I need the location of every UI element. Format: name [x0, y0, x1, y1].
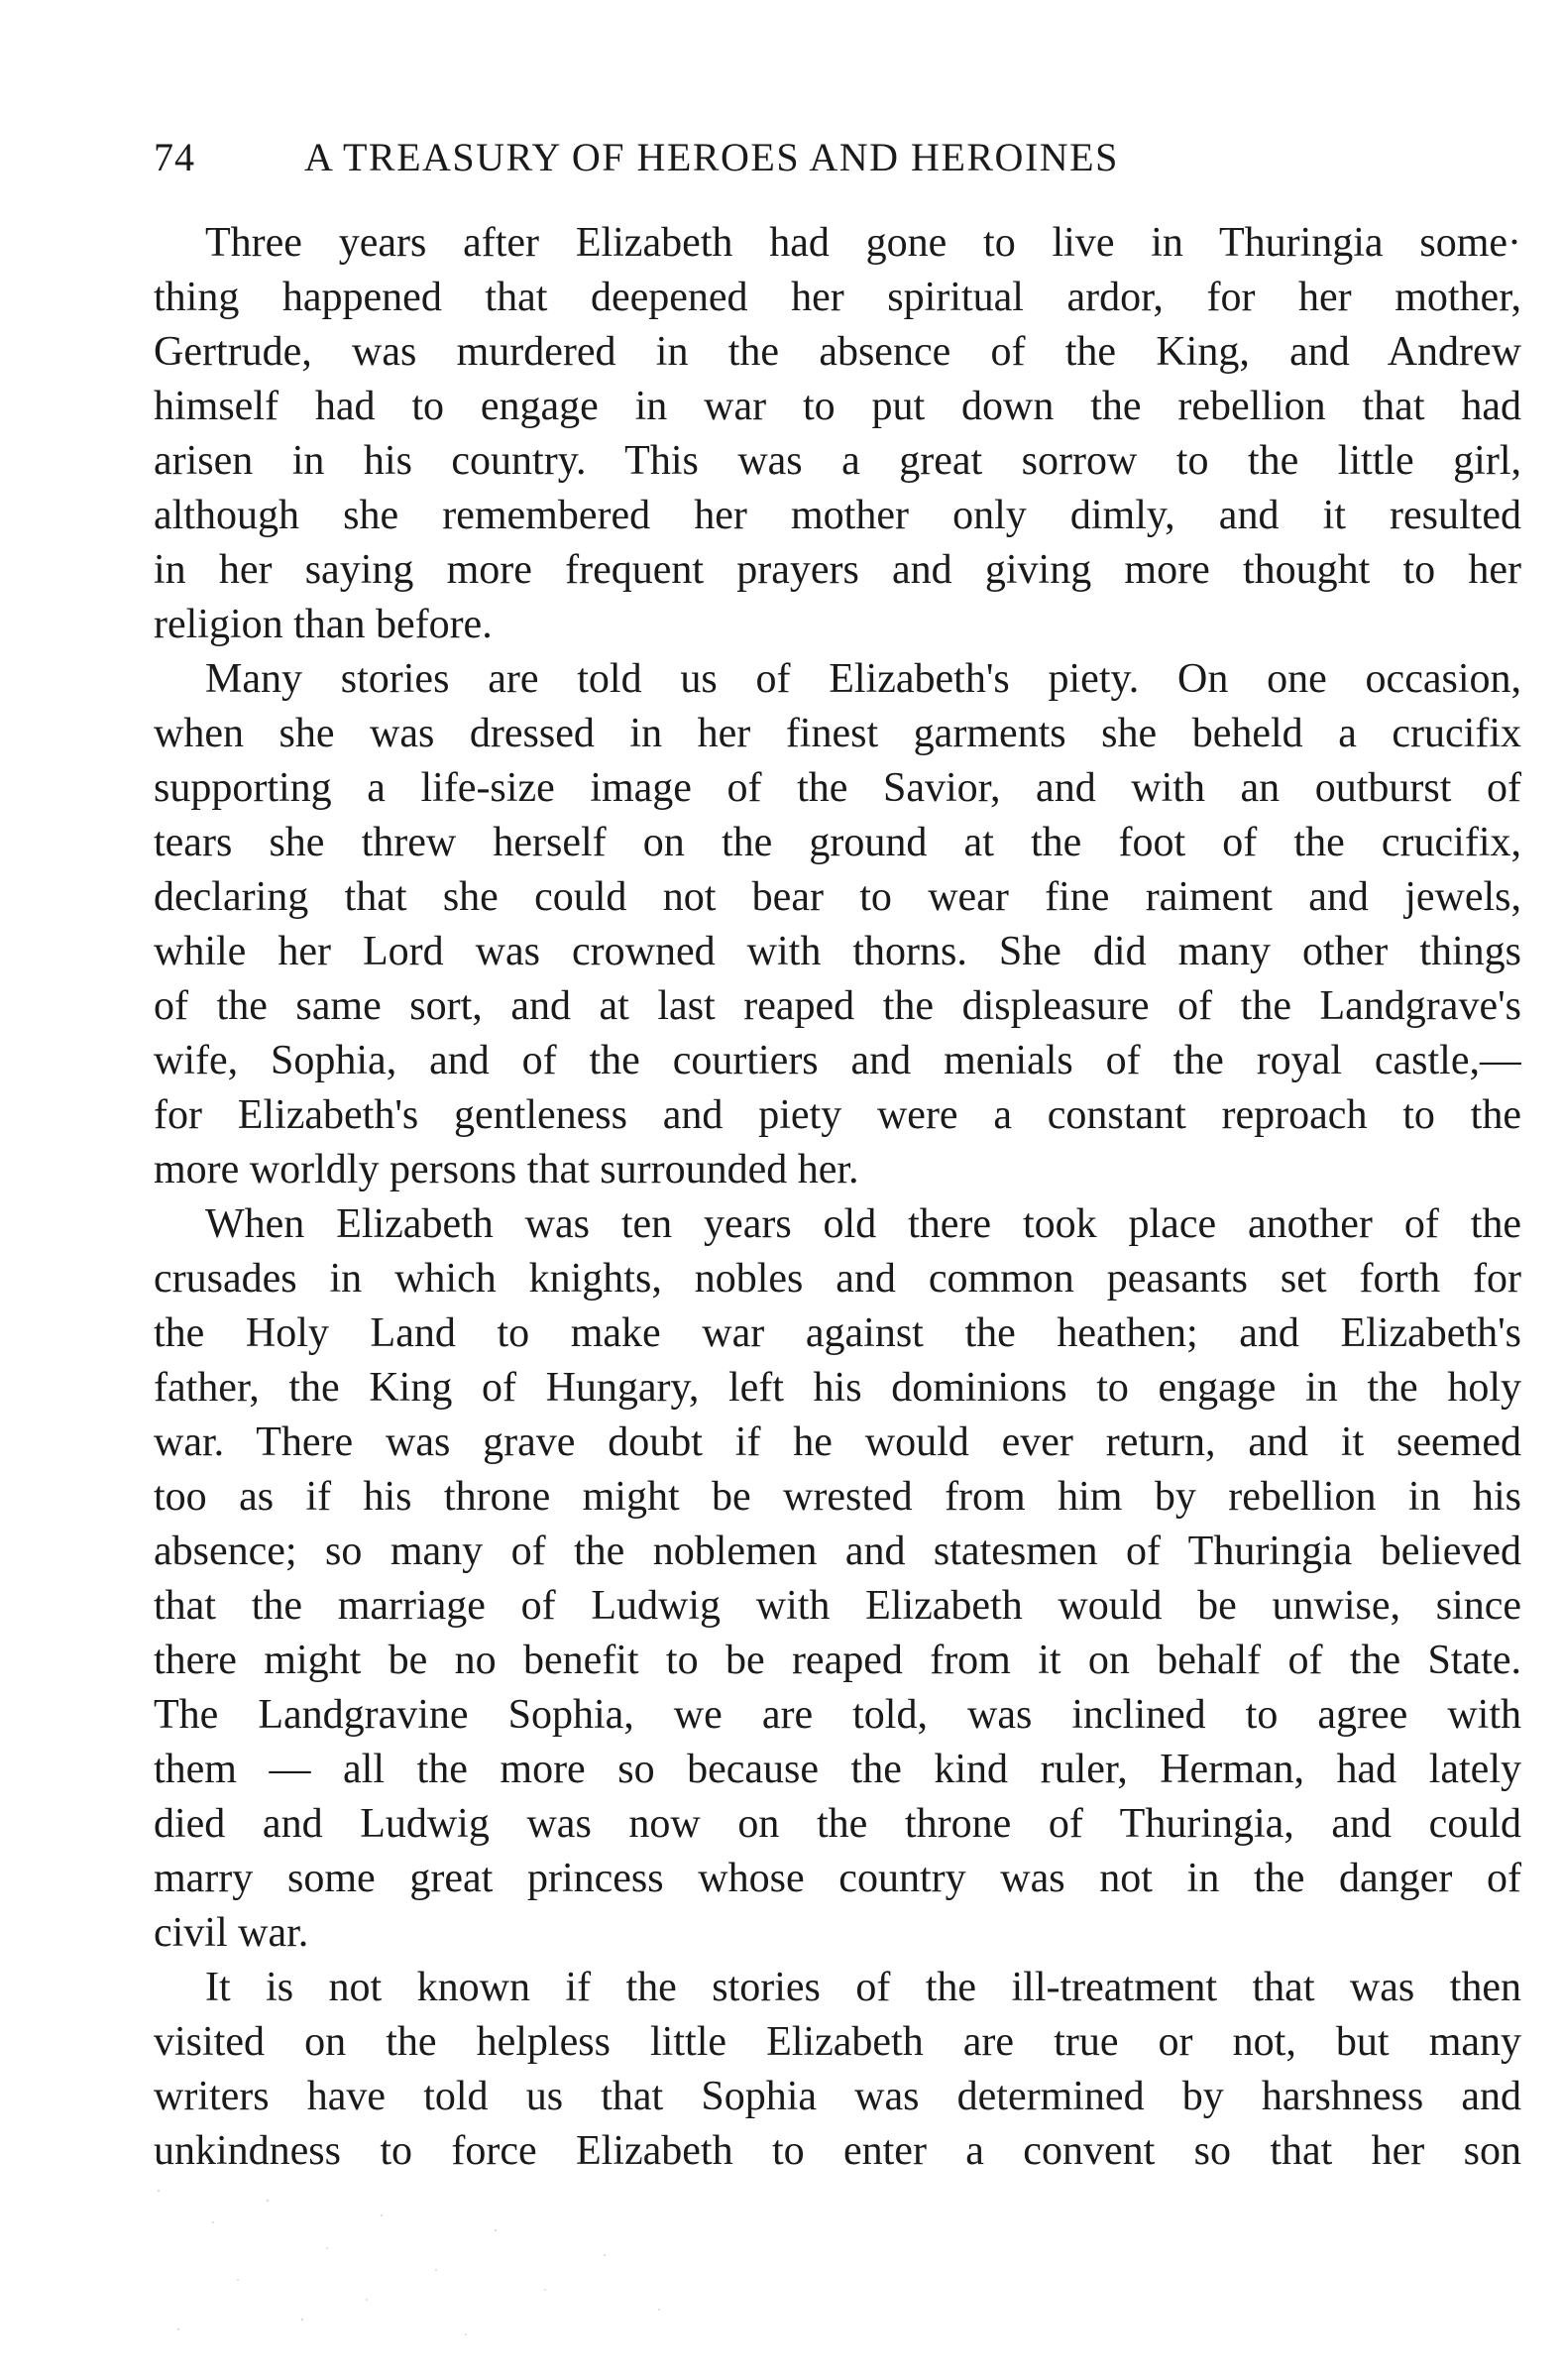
text-line: Three years after Elizabeth had gone to live in Thuringia some· — [205, 220, 1521, 266]
text-line: wife, Sophia, and of the courtiers and menials of the royal castle,— — [154, 1038, 1521, 1083]
text-line: Gertrude, was murdered in the absence of the King, and Andrew — [154, 329, 1521, 375]
paragraph — [154, 1197, 1521, 1961]
text-line: absence; so many of the noblemen and statesmen of Thuringia believed — [154, 1529, 1521, 1574]
text-line: that the marriage of Ludwig with Elizabeth would be unwise, since — [154, 1583, 1521, 1629]
text-line: Many stories are told us of Elizabeth's piety. On one occasion, — [205, 656, 1521, 702]
text-line: while her Lord was crowned with thorns. She did many other things — [154, 929, 1521, 974]
paper-specks — [119, 2161, 813, 2359]
text-line: unkindness to force Elizabeth to enter a convent so that her son — [154, 2128, 1521, 2174]
running-head — [154, 134, 1442, 193]
text-line: died and Ludwig was now on the throne of Thuringia, and could — [154, 1801, 1521, 1847]
text-line: religion than before. — [154, 602, 493, 647]
text-line: the Holy Land to make war against the heathen; and Elizabeth's — [154, 1310, 1521, 1356]
text-line: civil war. — [154, 1910, 309, 1956]
text-line: tears she threw herself on the ground at the foot of the crucifix, — [154, 820, 1521, 865]
text-line: war. There was grave doubt if he would ever return, and it seemed — [154, 1419, 1521, 1465]
text-line: The Landgravine Sophia, we are told, was inclined to agree with — [154, 1692, 1521, 1738]
text-line: thing happened that deepened her spiritual ardor, for her mother, — [154, 275, 1521, 320]
text-line: supporting a life-size image of the Savior, and with an outburst of — [154, 765, 1521, 811]
text-line: in her saying more frequent prayers and giving more thought to her — [154, 547, 1521, 593]
paragraph — [154, 1961, 1521, 2179]
text-line: declaring that she could not bear to wear fine raiment and jewels, — [154, 874, 1521, 920]
text-line: It is not known if the stories of the ill-treatment that was then — [205, 1965, 1521, 2010]
text-line: of the same sort, and at last reaped the displeasure of the Landgrave's — [154, 983, 1521, 1029]
text-line: them — all the more so because the kind ruler, Herman, had lately — [154, 1747, 1521, 1792]
text-line: marry some great princess whose country was not in the danger of — [154, 1856, 1521, 1901]
body-text — [154, 216, 1521, 2179]
text-line: more worldly persons that surrounded her. — [154, 1147, 859, 1192]
text-line: visited on the helpless little Elizabeth are true or not, but many — [154, 2019, 1521, 2065]
running-title: A TREASURY OF HEROES AND HEROINES — [304, 135, 1119, 179]
text-line: writers have told us that Sophia was determined by harshness and — [154, 2074, 1521, 2119]
page-number: 74 — [154, 135, 195, 179]
paragraph — [154, 652, 1521, 1197]
text-line: himself had to engage in war to put down the rebellion that had — [154, 384, 1521, 429]
text-line: there might be no benefit to be reaped from it on behalf of the State. — [154, 1638, 1521, 1683]
text-line: when she was dressed in her finest garments she beheld a crucifix — [154, 711, 1521, 756]
text-line: arisen in his country. This was a great sorrow to the little girl, — [154, 438, 1521, 484]
text-line: When Elizabeth was ten years old there took place another of the — [205, 1201, 1521, 1247]
text-line: crusades in which knights, nobles and common peasants set forth for — [154, 1256, 1521, 1302]
paragraph — [154, 216, 1521, 652]
text-line: for Elizabeth's gentleness and piety were a constant reproach to the — [154, 1092, 1521, 1138]
text-line: too as if his throne might be wrested from him by rebellion in his — [154, 1474, 1521, 1520]
text-line: although she remembered her mother only dimly, and it resulted — [154, 493, 1521, 538]
text-line: father, the King of Hungary, left his dominions to engage in the holy — [154, 1365, 1521, 1411]
